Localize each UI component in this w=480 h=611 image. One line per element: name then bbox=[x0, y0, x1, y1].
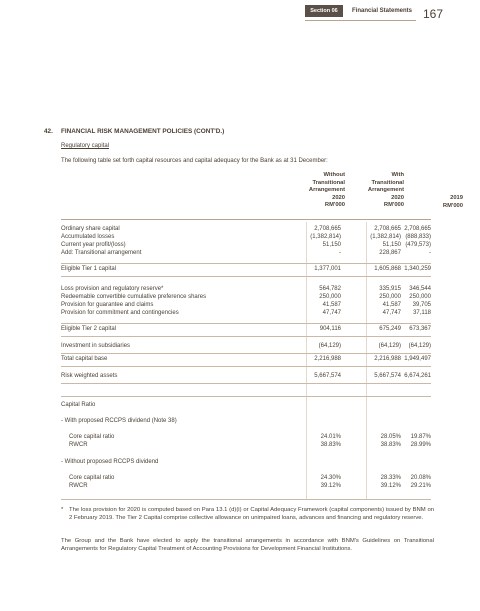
footnote bbox=[61, 507, 434, 523]
closing-paragraph: The Group and the Bank have elected to apply the transitional arrangements in accordance with BNM's Guidelines on Transitional Arrangements for Regulatory Capital Treatment of Accounting Provisions for Development Financial Institutions. bbox=[61, 538, 434, 552]
table-row: Provision for guarantee and claims 41,587 41,587 39,705 bbox=[61, 302, 431, 308]
note-title bbox=[44, 128, 224, 135]
table-rule bbox=[61, 323, 431, 324]
table-row: Core capital ratio 24.01% 28.05% 19.87% bbox=[69, 434, 431, 440]
note-title-text: FINANCIAL RISK MANAGEMENT POLICIES (CONT'D.) bbox=[61, 128, 225, 135]
section-badge: Section 06 bbox=[305, 5, 343, 17]
header-divider bbox=[305, 20, 416, 21]
table-rule bbox=[61, 263, 431, 264]
footnote-text: The loss provision for 2020 is computed based on Para 13.1 (d)(i) or Capital Adequacy Framework (capital components) issued by BNM on 2 February 2019. The Tier 2 Capital comprise collective allowance on unimpaired loans, advances and financing and regulatory reserve. bbox=[69, 507, 434, 521]
section-name: Financial Statements bbox=[352, 8, 413, 14]
table-row: Ordinary share capital 2,708,665 2,708,665 2,708,665 bbox=[61, 226, 431, 232]
table-row: Provision for commitment and contingencies 47,747 47,747 37,118 bbox=[61, 310, 431, 316]
note-number: 42. bbox=[44, 128, 53, 135]
table-row: Add: Transitional arrangement - 228,867 - bbox=[61, 250, 431, 256]
note-intro: The following table set forth capital resources and capital adequacy for the Bank as at 31 December: bbox=[61, 158, 328, 164]
table-row: Current year profit/(loss) 51,150 51,150 (479,573) bbox=[61, 242, 431, 248]
ratio-group-label: - Without proposed RCCPS dividend bbox=[61, 459, 159, 465]
table-row: RWCR 39.12% 39.12% 29.21% bbox=[69, 483, 431, 489]
footnote-marker: * bbox=[61, 507, 64, 513]
table-rule bbox=[61, 336, 431, 337]
table-rule bbox=[61, 219, 431, 220]
table-row: Risk weighted assets 5,667,574 5,667,574 6,674,261 bbox=[61, 373, 431, 379]
table-row-total: Eligible Tier 2 capital 904,116 675,249 673,367 bbox=[61, 326, 431, 332]
page-header bbox=[0, 0, 480, 24]
table-rule bbox=[61, 276, 431, 277]
column-header-without: Without Transitional Arrangement 2020 RM'000 bbox=[308, 172, 345, 209]
table-rule bbox=[61, 396, 431, 397]
table-row: Core capital ratio 24.30% 28.33% 20.08% bbox=[69, 475, 431, 481]
table-row: Accumulated losses (1,382,814) (1,382,814) (888,833) bbox=[61, 234, 431, 240]
note-subtitle: Regulatory capital bbox=[61, 143, 110, 149]
table-row: Redeemable convertible cumulative preference shares 250,000 250,000 250,000 bbox=[61, 294, 431, 300]
page-number: 167 bbox=[423, 7, 444, 21]
table-row: RWCR 38.83% 38.83% 28.99% bbox=[69, 442, 431, 448]
table-rule bbox=[61, 499, 431, 500]
table-row-total: Total capital base 2,216,988 2,216,988 1,949,497 bbox=[61, 356, 431, 362]
table-row: Investment in subsidiaries (64,129) (64,129) (64,129) bbox=[61, 343, 431, 349]
table-rule bbox=[61, 366, 431, 367]
table-rule bbox=[61, 353, 431, 354]
table-row: Loss provision and regulatory reserve* 564,782 335,915 346,544 bbox=[61, 286, 431, 292]
table-row-total: Eligible Tier 1 capital 1,377,001 1,605,868 1,340,259 bbox=[61, 266, 431, 272]
column-header-2019: 2019 RM'000 bbox=[442, 195, 463, 209]
column-header-with: With Transitional Arrangement 2020 RM'000 bbox=[367, 172, 404, 209]
ratio-heading: Capital Ratio bbox=[61, 402, 96, 408]
table-rule bbox=[61, 383, 431, 384]
ratio-group-label: - With proposed RCCPS dividend (Note 38) bbox=[61, 418, 177, 424]
